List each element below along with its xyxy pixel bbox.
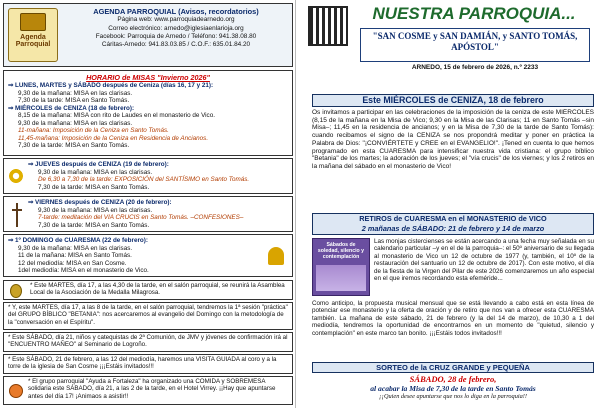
sunday-box xyxy=(3,234,293,277)
schedule-line: 9,30 de la mañana: MISA en las clarisas. xyxy=(18,89,133,97)
schedule-title: HORARIO de MISAS "Invierno 2026" xyxy=(86,73,210,82)
agenda-email: Correo electrónico: arnedo@iglesiaenlarioja.org xyxy=(108,24,244,32)
book-cover xyxy=(312,238,370,296)
paper-title: NUESTRA PARROQUIA... xyxy=(372,4,576,23)
qr-code xyxy=(308,6,348,46)
agenda-web: Página web: www.parroquiadearnedo.org xyxy=(117,16,235,24)
schedule-line: ⇒ VIERNES después de CENIZA (20 de febrero): xyxy=(28,199,172,206)
schedule-line: 12 del mediodía: MISA en San Cosme. xyxy=(18,259,127,267)
parish-name: "SAN COSME y SAN DAMIÁN, y SANTO TOMÁS, APÓSTOL" xyxy=(372,31,578,52)
parish-name-box xyxy=(360,28,590,62)
schedule-line: 7,30 de la tarde: MISA en Santo Tomás. xyxy=(38,183,150,191)
schedule-line: ⇒ MIÉRCOLES de CENIZA (18 de febrero): xyxy=(8,104,135,112)
retreat-text-2: Como anticipo, la propuesta musical mensual que se está llevando a cabo está en esta línea de potenciar ese monasterio y la oferta de oración y de retiro que nos van a ofrecer esta CUARESMA también. La mañana de este sábado, 21 de febrero (y la del 14 de marzo), de 10,30 a 1 del mediodía, tendremos la oportunidad de encontrarnos en un momento de "quietud, silencio y contemplación" en este marco tan bonito. ¡¡¡Estáis todos invitados!!! xyxy=(312,300,594,337)
ash-text: Os invitamos a participar en las celebraciones de la imposición de la ceniza de este MIÉRCOLES (8,15 de la mañana en la Misa de Vico; 9,30 en la Misa de las Clarisas; 11 en Santo Tomás –sin Misa–; 11,45 en la residencia de ancianos; y en la Misa de 7,30 de la tarde de Santo Tomás): cuando recibamos el signo de la CENIZA se nos propondrá meditar y poner en práctica la Palabra de Dios: "¡CONVIÉRTETE y CREE en el EVANGELIO!". ¡Tened en cuenta lo que hemos programado en esta CUARESMA para intensificar nuestra vida cristiana: el grupo bíblico "Betania" de los martes; la adoración de los jueves; el "vía crucis" de los viernes; y los 2 retiros en la mañana del sábado en el monasterio de Vico! xyxy=(312,109,594,170)
schedule-line: 11-mañana: Imposición de la Ceniza en Santo Tomás. xyxy=(18,127,169,134)
schedule-line: 7,30 de la tarde: MISA en Santo Tomás. xyxy=(38,221,150,229)
schedule-list xyxy=(8,82,288,150)
raffle-date: SÁBADO, 28 de febrero, xyxy=(409,374,497,384)
ash-heading xyxy=(312,94,594,107)
notice-4-text: * Este SÁBADO, 21 de febrero, a las 12 del mediodía, haremos una VISITA GUIADA al coro y a la torre de la iglesia de San Cosme ¡¡¡Estáis invitados!!! xyxy=(8,356,277,371)
left-page xyxy=(0,0,296,408)
thursday-box xyxy=(3,158,293,194)
raffle-heading xyxy=(312,362,594,373)
bell-icon xyxy=(268,247,284,265)
medal-icon xyxy=(10,284,22,298)
notice-1 xyxy=(3,280,293,300)
schedule-line: 9,30 de la mañana: MISA en las clarisas. xyxy=(38,206,153,214)
monstrance-icon xyxy=(9,167,23,185)
retreat-heading-1: RETIROS de CUARESMA en el MONASTERIO de VICO xyxy=(359,214,547,223)
monastery-image xyxy=(316,265,366,291)
schedule-line: 9,30 de la mañana: MISA en las clarisas. xyxy=(18,119,133,127)
friday-box xyxy=(3,196,293,232)
schedule-line: ⇒ LUNES, MARTES y SÁBADO después de Ceniza (días 16, 17 y 21): xyxy=(8,82,214,89)
schedule-line: 9,30 de la mañana: MISA en las clarisas. xyxy=(38,168,153,176)
book-cover-text: Sábados de soledad, silencio y contemplación xyxy=(317,242,365,261)
friday-list xyxy=(28,199,288,229)
schedule-box xyxy=(3,70,293,156)
raffle-note: ¡¡Quien desee apuntarse que nos lo diga en la parroquia!! xyxy=(379,393,527,400)
sunday-list xyxy=(8,237,288,275)
agenda-accounts: Cáritas-Arnedo: 941.83.03.85 / C.O.F.: 635.01.84.20 xyxy=(101,41,251,49)
notice-4 xyxy=(3,354,293,374)
raffle-heading-text: SORTEO de la CRUZ GRANDE y PEQUEÑA xyxy=(376,363,530,372)
agenda-logo xyxy=(8,8,58,62)
schedule-line: 7,30 de la tarde: MISA en Santo Tomás. xyxy=(18,142,130,149)
schedule-line: 7-tarde: meditación del VIA CRUCIS en Santo Tomás. –CONFESIONES– xyxy=(38,214,244,221)
ash-heading-text: Este MIÉRCOLES de CENIZA, 18 de febrero xyxy=(362,95,544,105)
retreat-heading xyxy=(312,213,594,235)
schedule-line: ⇒ 1º DOMINGO de CUARESMA (22 de febrero): xyxy=(8,237,148,244)
logo-line-1: Agenda xyxy=(20,34,46,41)
raffle-time: al acabar la Misa de 7,30 de la tarde en Santo Tomás xyxy=(370,384,536,393)
notice-2 xyxy=(3,302,293,330)
agenda-phones: Facebook: Parroquia de Arnedo / Teléfono: 941.38.08.80 xyxy=(95,32,257,40)
cross-icon xyxy=(12,203,22,227)
thursday-list xyxy=(28,161,288,191)
notice-1-text: * Este MARTES, día 17, a las 4,30 de la tarde, en el salón parroquial, se reunirá la Asamblea Local de la Asociación de la Medalla Milagrosa. xyxy=(30,282,285,297)
schedule-line: 1del mediodía: MISA en el monasterio de Vico. xyxy=(18,267,149,274)
retreat-heading-2: 2 mañanas de SÁBADO: 21 de febrero y 14 de marzo xyxy=(361,224,545,233)
notice-5 xyxy=(3,376,293,405)
issue-date: ARNEDO, 15 de febrero de 2026, n.º 2233 xyxy=(411,64,539,71)
schedule-line: 11,45-mañana: Imposición de la Ceniza en Residencia de Ancianos. xyxy=(18,134,209,142)
schedule-line: ⇒ JUEVES después de CENIZA (19 de febrero): xyxy=(28,161,169,168)
schedule-line: 8,15 de la mañana: MISA con rito de Laudes en el monasterio de Vico. xyxy=(18,112,215,119)
notice-3 xyxy=(3,332,293,352)
notice-3-text: * Este SÁBADO, día 21, niños y catequistas de 2ª Comunión, de JMV y jóvenes de confirmación irá al "ENCUENTRO MAÑEO" al Seminario de Logroño. xyxy=(8,334,288,349)
schedule-line: 7,30 de la tarde: MISA en Santo Tomás. xyxy=(18,97,130,104)
food-icon xyxy=(9,384,23,398)
notice-5-text: * El grupo parroquial "Ayuda a Fortaleza" ha organizado una COMIDA y SOBREMESA solidaria este SÁBADO, día 21, a las 2 de la tarde, en el Hotel Virrey. ¡¡Hay que apuntarse antes del día 17! ¡Animaos a asistir!! xyxy=(28,378,276,400)
agenda-header xyxy=(3,3,293,67)
schedule-line: 11 de la mañana: MISA en Santo Tomás. xyxy=(18,252,132,259)
retreat-text-1: Las monjas cistercienses se están acercando a una fecha muy señalada en su calendario particular –y en el de la parroquia–: el 50º aniversario de su llegada al monasterio de Vico un 12 de octubre de 1977 (y, también, el 10º de la restauración del santuario un 12 de octubre de 2017). Con este motivo, el día de la fiesta de la Virgen del Pilar de este 2026 comenzaremos un año especial en el que iremos recordando esta efeméride... xyxy=(374,238,594,283)
logo-line-2: Parroquial xyxy=(15,41,51,48)
right-page xyxy=(304,0,600,408)
agenda-title: AGENDA PARROQUIAL (Avisos, recordatorios) xyxy=(93,7,259,16)
book-icon xyxy=(20,13,46,31)
schedule-line: 9,30 de la mañana: MISA en las clarisas. xyxy=(18,244,133,252)
notice-2-text: * Y, este MARTES, día 17, a las 8 de la tarde, en el salón parroquial, tendremos la 1ª sesión "práctica" del GRUPO BÍBLICO "BETANIA": nos acercaremos al evangelio del Domingo con la metodología de la "conversación en el Espíritu". xyxy=(8,304,288,326)
schedule-line: De 6,30 a 7,30 de la tarde: EXPOSICIÓN del SANTÍSIMO en Santo Tomás. xyxy=(38,176,250,183)
